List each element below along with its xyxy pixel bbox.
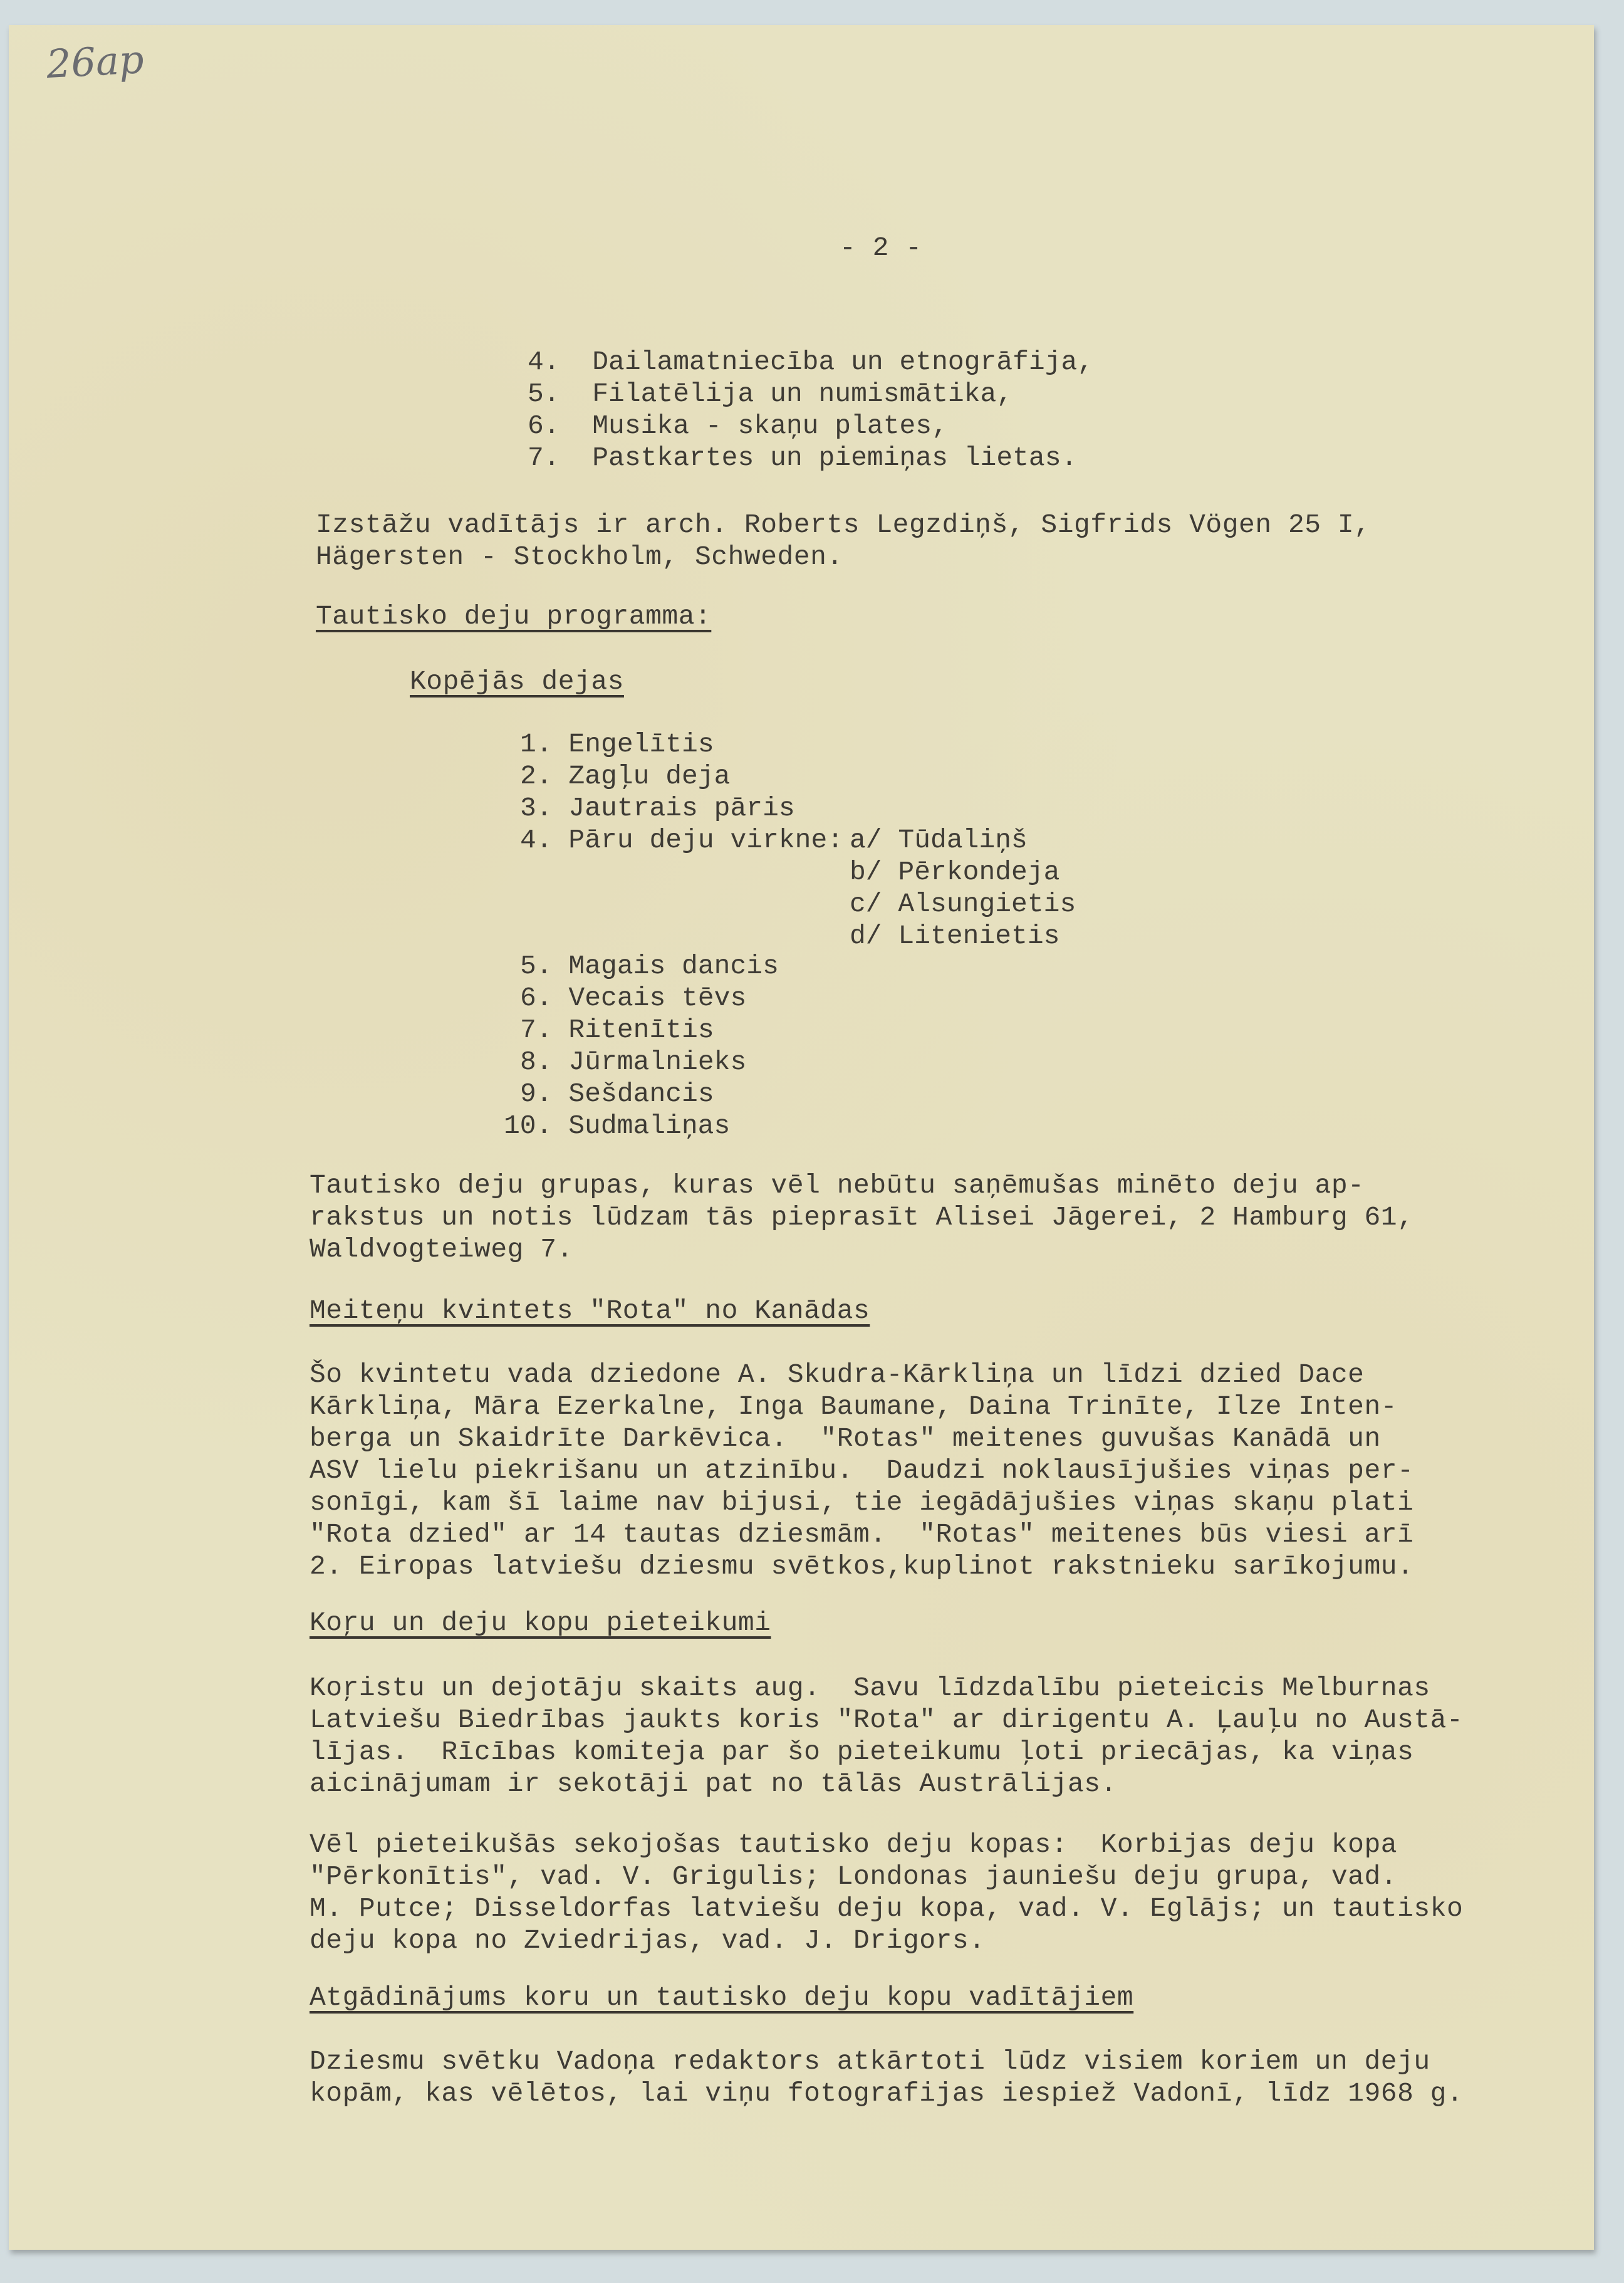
sub-list-item (850, 888, 1076, 920)
list-text: Pastkartes un piemiņas lietas. (592, 442, 1078, 473)
sub-list-text: Pērkondeja (898, 857, 1060, 887)
paragraph-line: Latviešu Biedrības jaukts koris "Rota" ar dirigentu A. Ļauļu no Austā- (310, 1705, 1464, 1735)
sub-list-text: Alsungietis (898, 889, 1076, 919)
list-item (520, 824, 843, 856)
list-item (520, 760, 730, 792)
dance-program-heading: Tautisko deju programma: (316, 601, 712, 632)
list-text: Sudmaliņas (568, 1110, 731, 1141)
sub-list-text: Litenietis (898, 921, 1060, 951)
list-item (520, 1046, 746, 1078)
list-number: 7. (528, 442, 560, 473)
list-item (528, 346, 1093, 378)
paragraph-line: 2. Eiropas latviešu dziesmu svētkos,kuplinot rakstnieku sarīkojumu. (310, 1551, 1414, 1582)
list-text: Sešdancis (568, 1079, 714, 1109)
list-number: 1. (520, 729, 553, 760)
sub-list-letter: a/ (850, 825, 882, 855)
paragraph-line: lījas. Rīcības komiteja par šo pieteikumu ļoti priecājas, ka viņas (310, 1737, 1414, 1767)
paragraph-line: "Pērkonītis", vad. V. Grigulis; Londonas jauniešu deju grupa, vad. (310, 1861, 1398, 1892)
list-text: Musika - skaņu plates, (592, 410, 948, 441)
list-item (520, 1014, 714, 1046)
list-item (528, 410, 948, 442)
dance-program-subheading: Kopējās dejas (410, 666, 624, 697)
sub-list-item (850, 824, 1028, 856)
list-number: 6. (528, 410, 560, 441)
list-number: 5. (528, 379, 560, 409)
registrations-heading: Koŗu un deju kopu pieteikumi (310, 1607, 771, 1638)
paragraph-line: M. Putce; Disseldorfas latviešu deju kopa, vad. V. Eglājs; un tautisko (310, 1893, 1464, 1924)
list-item (520, 728, 714, 760)
list-item (528, 442, 1077, 474)
sub-list-letter: c/ (850, 889, 882, 919)
list-text: Ritenītis (568, 1015, 714, 1045)
sub-list-letter: d/ (850, 921, 882, 951)
list-text: Zagļu deja (568, 761, 731, 791)
quintet-heading: Meiteņu kvintets "Rota" no Kanādas (310, 1295, 870, 1326)
list-number: 5. (520, 951, 553, 981)
list-number: 6. (520, 983, 553, 1013)
paragraph-line: Vēl pieteikušās sekojošas tautisko deju kopas: Korbijas deju kopa (310, 1829, 1398, 1860)
list-number: 4. (520, 825, 553, 855)
list-item (528, 378, 1012, 410)
list-number: 7. (520, 1015, 553, 1045)
list-item (504, 1110, 730, 1142)
list-text: Dailamatniecība un etnogrāfija, (592, 347, 1094, 377)
list-item (520, 982, 746, 1014)
paragraph-line: "Rota dzied" ar 14 tautas dziesmām. "Rotas" meitenes būs viesi arī (310, 1519, 1414, 1550)
list-item (520, 792, 795, 824)
paragraph-line: kopām, kas vēlētos, lai viņu fotografijas iespiež Vadonī, līdz 1968 g. (310, 2078, 1464, 2109)
list-number: 10. (504, 1110, 553, 1141)
list-number: 3. (520, 793, 553, 823)
paragraph-line: Tautisko deju grupas, kuras vēl nebūtu saņēmušas minēto deju ap- (310, 1170, 1365, 1201)
paragraph-line: Kārkliņa, Māra Ezerkalne, Inga Baumane, Daina Trinīte, Ilze Inten- (310, 1391, 1398, 1422)
exhibit-manager-line: Hägersten - Stockholm, Schweden. (316, 541, 843, 572)
sub-list-item (850, 920, 1059, 952)
paragraph-line: berga un Skaidrīte Darkēvica. "Rotas" meitenes guvušas Kanādā un (310, 1423, 1381, 1454)
list-text: Jūrmalnieks (568, 1047, 747, 1077)
list-text: Jautrais pāris (568, 793, 795, 823)
paragraph-line: Dziesmu svētku Vadoņa redaktors atkārtoti lūdz visiem koriem un deju (310, 2046, 1430, 2077)
list-text: Filatēlija un numismātika, (592, 379, 1013, 409)
paragraph-line: rakstus un notis lūdzam tās pieprasīt Alisei Jāgerei, 2 Hamburg 61, (310, 1202, 1414, 1233)
sub-list-item (850, 856, 1059, 888)
paragraph-line: Waldvogteiweg 7. (310, 1234, 573, 1265)
list-number: 2. (520, 761, 553, 791)
list-item (520, 1078, 714, 1110)
reminder-heading: Atgādinājums koru un tautisko deju kopu vadītājiem (310, 1982, 1134, 2013)
paragraph-line: ASV lielu piekrišanu un atzinību. Daudzi noklausījušies viņas per- (310, 1455, 1414, 1486)
list-text: Pāru deju virkne: (568, 825, 844, 855)
list-text: Vecais tēvs (568, 983, 747, 1013)
list-number: 8. (520, 1047, 553, 1077)
paragraph-line: Koŗistu un dejotāju skaits aug. Savu līdzdalību pieteicis Melburnas (310, 1673, 1430, 1703)
paragraph-line: Šo kvintetu vada dziedone A. Skudra-Kārkliņa un līdzi dzied Dace (310, 1359, 1365, 1390)
list-text: Magais dancis (568, 951, 779, 981)
sub-list-letter: b/ (850, 857, 882, 887)
list-item (520, 950, 779, 982)
paragraph-line: sonīgi, kam šī laime nav bijusi, tie iegādājušies viņas skaņu plati (310, 1487, 1414, 1518)
document-page (9, 25, 1594, 2250)
paragraph-line: aicinājumam ir sekotāji pat no tālās Austrālijas. (310, 1768, 1117, 1799)
handwritten-note: 26ap (45, 36, 145, 88)
exhibit-manager-line: Izstāžu vadītājs ir arch. Roberts Legzdiņš, Sigfrids Vögen 25 I, (316, 509, 1371, 540)
paragraph-line: deju kopa no Zviedrijas, vad. J. Drigors. (310, 1925, 986, 1956)
sub-list-text: Tūdaliņš (898, 825, 1028, 855)
list-number: 4. (528, 347, 560, 377)
list-number: 9. (520, 1079, 553, 1109)
page-number: - 2 - (840, 232, 922, 263)
list-text: Engelītis (568, 729, 714, 760)
